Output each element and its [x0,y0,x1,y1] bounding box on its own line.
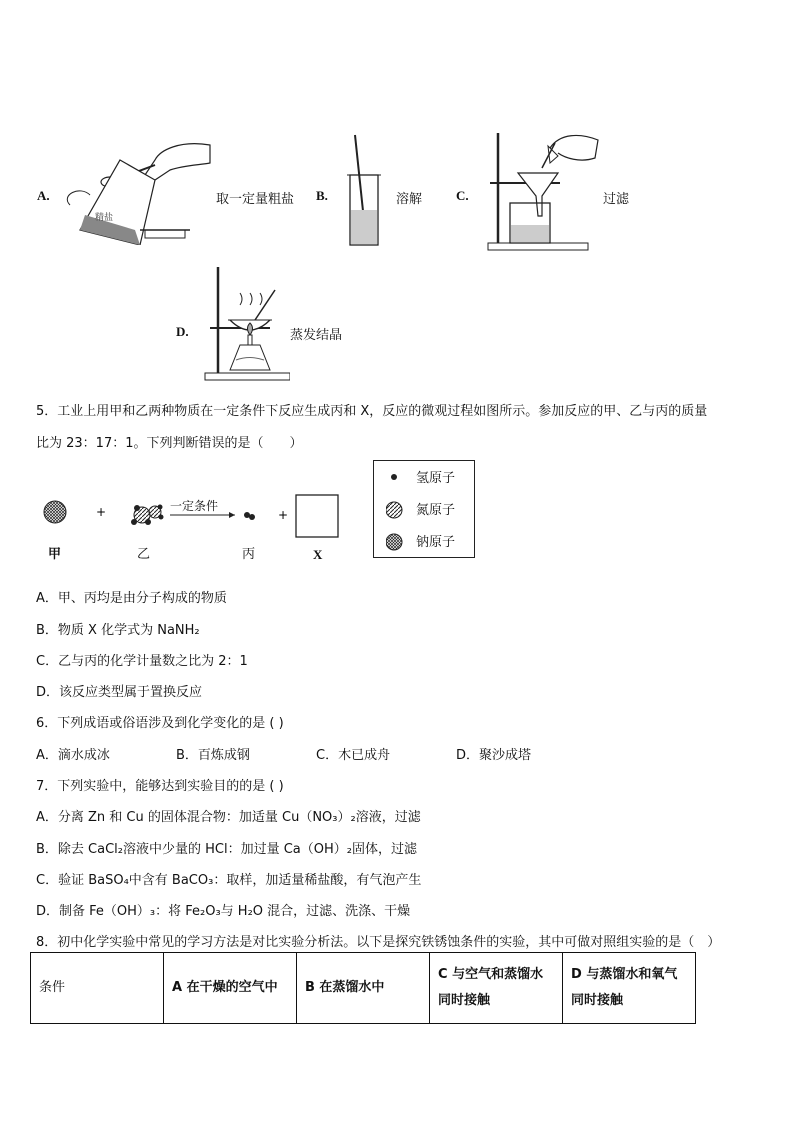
q7-option-d: D．制备 Fe（OH）₃：将 Fe₂O₃与 H₂O 混合，过滤、洗涤、干燥 [36,904,411,919]
q7-stem: 7．下列实验中，能够达到实验目的的是 ( ) [36,779,284,794]
option-letter-b: B. [316,188,328,203]
svg-text:+: + [277,508,289,522]
filtration-illustration [480,128,605,253]
legend-sodium: 钠原子 [416,535,456,550]
q7-option-b: B．除去 CaCl₂溶液中少量的 HCl：加过量 Ca（OH）₂固体，过滤 [36,842,417,857]
atom-legend [373,460,475,558]
q5-option-b: B．物质 X 化学式为 NaNH₂ [36,623,200,638]
q5-stem-line2: 比为 23：17：1。下列判断错误的是（ ） [36,436,303,451]
q5-option-c: C．乙与丙的化学计量数之比为 2：1 [36,654,248,669]
plus-sign: + [95,505,107,519]
option-caption-d: 蒸发结晶 [290,328,343,343]
q5-stem-line1: 5．工业上用甲和乙两种物质在一定条件下反应生成丙和 X，反应的微观过程如图所示。参加反应的甲、乙与丙的质量 [36,404,708,419]
sodium-legend-icon [386,534,402,550]
evaporation-illustration [200,265,290,385]
q6-stem: 6．下列成语或俗语涉及到化学变化的是 ( ) [36,716,284,731]
nitrogen-legend-icon [386,502,402,518]
label-jia: 甲 [48,547,62,562]
q8-header-cell: 条件 [31,953,164,1024]
unknown-product-box [296,495,338,537]
option-caption-a: 取一定量粗盐 [216,192,295,207]
sodium-atom-icon [44,501,66,523]
take-salt-illustration [60,135,215,245]
legend-hydrogen: 氢原子 [416,471,456,486]
legend-nitrogen: 氮原子 [416,503,456,518]
reaction-condition: 一定条件 [170,499,219,513]
q8-cell-b: B 在蒸馏水中 [297,953,430,1024]
q5-option-d: D．该反应类型属于置换反应 [36,685,203,700]
q8-cell-c: C 与空气和蒸馏水同时接触 [430,953,563,1024]
option-letter-c: C. [456,188,469,203]
q8-table [30,952,696,1024]
q7-option-c: C．验证 BaSO₄中含有 BaCO₃：取样，加适量稀盐酸，有气泡产生 [36,873,422,888]
hydrogen-legend-icon [391,474,397,480]
q8-cell-d: D 与蒸馏水和氧气同时接触 [563,953,696,1024]
option-caption-c: 过滤 [603,192,630,207]
q8-stem: 8．初中化学实验中常见的学习方法是对比实验分析法。以下是探究铁锈蚀条件的实验，其中可做对照组实验的是（ ） [36,935,721,950]
label-x: X [313,547,323,562]
q6-option-c: C．木已成舟 [316,748,391,763]
option-letter-d: D. [176,324,189,339]
label-yi: 乙 [137,547,151,562]
label-bing: 丙 [242,547,256,562]
option-caption-b: 溶解 [396,192,423,207]
q6-option-b: B．百炼成钢 [176,748,250,763]
q6-option-a: A．滴水成冰 [36,748,110,763]
q8-cell-a: A 在干燥的空气中 [164,953,297,1024]
dissolve-beaker-illustration [345,130,385,250]
option-letter-a: A. [37,188,50,203]
q5-option-a: A．甲、丙均是由分子构成的物质 [36,591,227,606]
svg-text:精盐: 精盐 [95,213,114,223]
q6-option-d: D．聚沙成塔 [456,748,532,763]
q7-option-a: A．分离 Zn 和 Cu 的固体混合物：加适量 Cu（NO₃）₂溶液，过滤 [36,810,421,825]
